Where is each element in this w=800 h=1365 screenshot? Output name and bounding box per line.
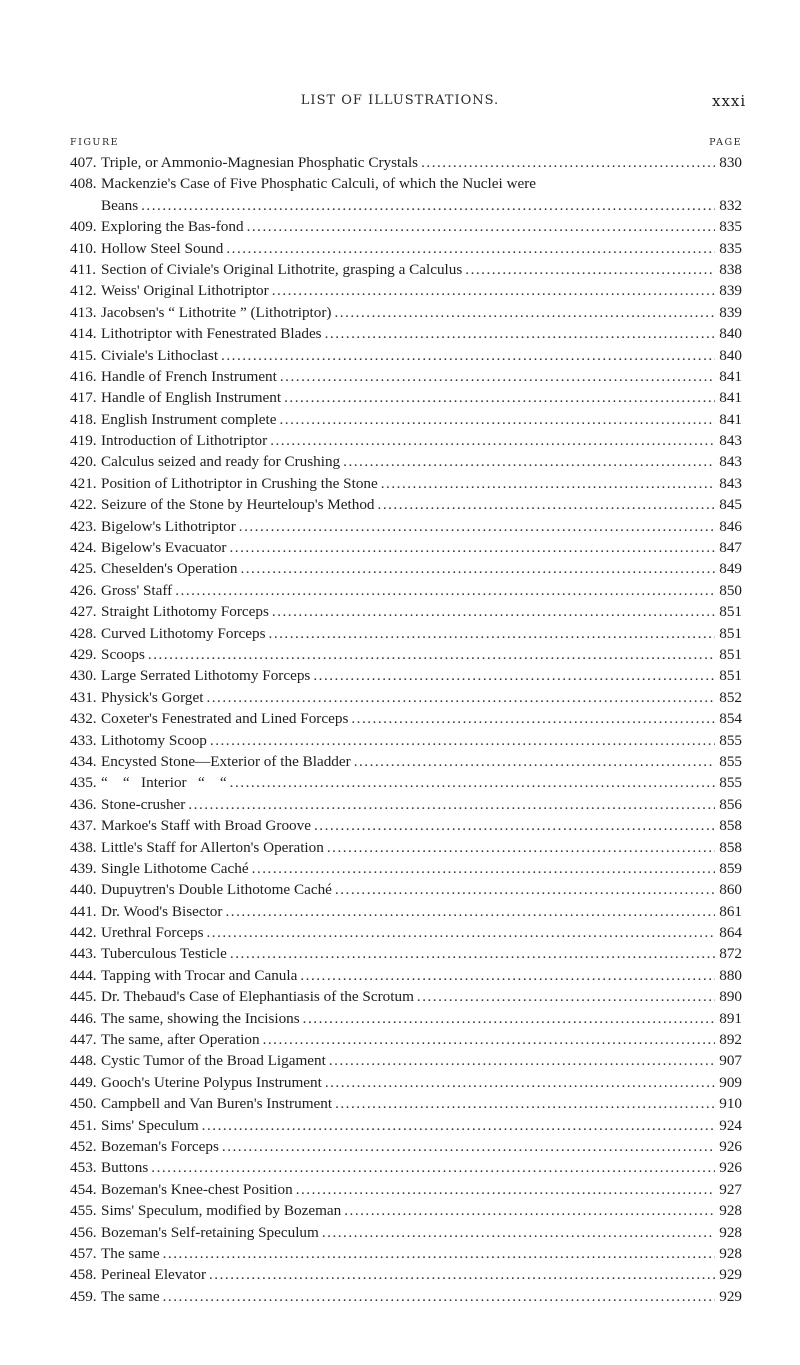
figure-number: 416.	[70, 367, 97, 385]
dot-leader	[344, 1200, 715, 1221]
page-reference: 851	[719, 603, 742, 621]
page-reference: 839	[719, 282, 742, 300]
list-item	[70, 302, 742, 323]
page-reference: 909	[719, 1073, 742, 1091]
figure-number: 414.	[70, 325, 97, 343]
dot-leader	[141, 195, 715, 216]
dot-leader	[225, 901, 715, 922]
figure-title: Scoops	[101, 645, 145, 663]
page-reference: 830	[719, 154, 742, 171]
figure-title: Mackenzie's Case of Five Phosphatic Calculi, of which the Nuclei were	[101, 175, 537, 193]
figure-title: Handle of English Instrument	[101, 389, 282, 407]
list-item	[70, 858, 742, 879]
page-reference: 841	[719, 410, 742, 428]
page-reference: 927	[719, 1180, 742, 1198]
list-item	[70, 751, 742, 772]
dot-leader	[280, 366, 715, 387]
figure-title: Bigelow's Evacuator	[101, 539, 227, 557]
page-reference: 929	[719, 1287, 742, 1305]
figure-title: Handle of French Instrument	[101, 367, 277, 385]
figure-title: Bigelow's Lithotriptor	[101, 517, 236, 535]
dot-leader	[270, 430, 715, 451]
list-item	[70, 687, 742, 708]
figure-number: 424.	[70, 539, 97, 557]
running-title: LIST OF ILLUSTRATIONS.	[300, 93, 500, 108]
list-item	[70, 1136, 742, 1157]
dot-leader	[148, 644, 715, 665]
figure-title: Encysted Stone—Exterior of the Bladder	[101, 752, 351, 770]
page-reference: 859	[719, 859, 742, 877]
list-item	[70, 965, 742, 986]
dot-leader	[209, 1264, 715, 1285]
page-reference: 861	[719, 902, 742, 920]
dot-leader	[272, 280, 715, 301]
list-item	[70, 794, 742, 815]
dot-leader	[378, 494, 715, 515]
dot-leader	[322, 1222, 715, 1243]
figure-number: 436.	[70, 795, 97, 813]
figure-title: Bozeman's Self-retaining Speculum	[101, 1223, 319, 1241]
figure-number: 435.	[70, 774, 97, 792]
page-reference: 832	[719, 196, 742, 214]
figure-number: 457.	[70, 1244, 97, 1262]
list-item	[70, 345, 742, 366]
list-item	[70, 1179, 742, 1200]
dot-leader	[325, 323, 715, 344]
figure-column-header: FIGURE	[70, 137, 120, 148]
dot-leader	[421, 152, 715, 173]
page-reference: 890	[719, 988, 742, 1006]
dot-leader	[226, 238, 715, 259]
figure-number: 449.	[70, 1073, 97, 1091]
list-item	[70, 901, 742, 922]
figure-title: Markoe's Staff with Broad Groove	[101, 817, 311, 835]
figure-number: 419.	[70, 432, 97, 450]
figure-number: 408.	[70, 175, 97, 193]
figure-title: The same, after Operation	[101, 1031, 260, 1049]
figure-number: 432.	[70, 710, 97, 728]
figure-number: 459.	[70, 1287, 97, 1305]
figure-title: Calculus seized and ready for Crushing	[101, 453, 341, 471]
page-reference: 928	[719, 1244, 742, 1262]
list-item	[70, 1222, 742, 1243]
page-reference: 928	[719, 1223, 742, 1241]
figure-title: Campbell and Van Buren's Instrument	[101, 1095, 333, 1113]
page-reference: 864	[719, 924, 742, 942]
figure-number: 428.	[70, 624, 97, 642]
figure-number: 417.	[70, 389, 97, 407]
dot-leader	[151, 1157, 715, 1178]
dot-leader	[329, 1050, 715, 1071]
figure-title: “ “ Interior “ “	[101, 774, 227, 792]
list-item	[70, 1200, 742, 1221]
list-item	[70, 1029, 742, 1050]
figure-number: 411.	[70, 260, 97, 278]
list-item	[70, 451, 742, 472]
page-number: xxxi	[712, 92, 747, 110]
figure-number: 413.	[70, 303, 97, 321]
figure-number: 452.	[70, 1137, 97, 1155]
page-reference: 846	[719, 517, 742, 535]
figure-number: 427.	[70, 603, 97, 621]
page-reference: 858	[719, 817, 742, 835]
page-reference: 926	[719, 1159, 742, 1177]
page-reference: 872	[719, 945, 742, 963]
figure-title: Lithotriptor with Fenestrated Blades	[101, 325, 322, 343]
figure-number: 430.	[70, 667, 97, 685]
page-reference: 845	[719, 496, 742, 514]
list-item	[70, 837, 742, 858]
list-item	[70, 323, 742, 344]
page-reference: 855	[719, 752, 742, 770]
page-reference: 843	[719, 474, 742, 492]
figure-title: Seizure of the Stone by Heurteloup's Method	[101, 496, 375, 514]
figure-number: 444.	[70, 966, 97, 984]
page-reference: 855	[719, 731, 742, 749]
figure-title: Physick's Gorget	[101, 688, 204, 706]
page-reference: 841	[719, 367, 742, 385]
dot-leader	[252, 858, 715, 879]
list-item	[70, 430, 742, 451]
list-item	[70, 943, 742, 964]
dot-leader	[239, 516, 715, 537]
dot-leader	[188, 794, 715, 815]
dot-leader	[206, 922, 715, 943]
dot-leader	[163, 1286, 715, 1307]
list-item	[70, 494, 742, 515]
list-item	[70, 644, 742, 665]
list-item	[70, 259, 742, 280]
page-reference: 851	[719, 667, 742, 685]
page-reference: 924	[719, 1116, 742, 1134]
list-item-continuation	[70, 195, 742, 216]
list-item	[70, 772, 742, 793]
figure-number: 440.	[70, 881, 97, 899]
figure-title: Section of Civiale's Original Lithotrite, grasping a Calculus	[101, 260, 463, 278]
figure-title: Introduction of Lithotriptor	[101, 432, 268, 450]
list-item	[70, 1157, 742, 1178]
figure-number: 431.	[70, 688, 97, 706]
dot-leader	[335, 879, 715, 900]
page-reference: 929	[719, 1266, 742, 1284]
page-reference: 852	[719, 688, 742, 706]
figure-number: 451.	[70, 1116, 97, 1134]
dot-leader	[230, 943, 715, 964]
figure-title: Bozeman's Knee-chest Position	[101, 1180, 293, 1198]
figure-number: 438.	[70, 838, 97, 856]
figure-number: 458.	[70, 1266, 97, 1284]
figure-number: 429.	[70, 645, 97, 663]
page-reference: 892	[719, 1031, 742, 1049]
figure-title: Sims' Speculum, modified by Bozeman	[101, 1202, 342, 1220]
dot-leader	[343, 451, 715, 472]
dot-leader	[210, 730, 715, 751]
figure-number: 422.	[70, 496, 97, 514]
figure-number: 445.	[70, 988, 97, 1006]
figure-title: The same	[101, 1244, 160, 1262]
page-reference: 847	[719, 539, 742, 557]
list-item	[70, 1115, 742, 1136]
page-reference: 841	[719, 389, 742, 407]
figure-title: Little's Staff for Allerton's Operation	[101, 838, 324, 856]
dot-leader	[325, 1072, 715, 1093]
figure-number: 434.	[70, 752, 97, 770]
page-reference: 860	[719, 881, 742, 899]
figure-number: 415.	[70, 346, 97, 364]
figure-number: 441.	[70, 902, 97, 920]
figure-title: Position of Lithotriptor in Crushing the Stone	[101, 474, 378, 492]
dot-leader	[381, 473, 715, 494]
list-item	[70, 516, 742, 537]
figure-title: Triple, or Ammonio-Magnesian Phosphatic Crystals	[101, 154, 419, 171]
list-item	[70, 708, 742, 729]
list-item	[70, 1264, 742, 1285]
figure-title: Large Serrated Lithotomy Forceps	[101, 667, 311, 685]
dot-leader	[351, 708, 715, 729]
page-reference: 880	[719, 966, 742, 984]
dot-leader	[417, 986, 715, 1007]
dot-leader	[272, 601, 715, 622]
dot-leader	[222, 1136, 715, 1157]
dot-leader	[175, 580, 715, 601]
list-item	[70, 1072, 742, 1093]
figure-number: 433.	[70, 731, 97, 749]
figure-title: The same	[101, 1287, 160, 1305]
page-reference: 891	[719, 1009, 742, 1027]
page-reference: 840	[719, 325, 742, 343]
figure-title: The same, showing the Incisions	[101, 1009, 300, 1027]
figure-title: Jacobsen's “ Lithotrite ” (Lithotriptor)	[101, 303, 332, 321]
list-item	[70, 1286, 742, 1307]
page-reference: 851	[719, 645, 742, 663]
dot-leader	[269, 623, 715, 644]
figure-title: Dr. Wood's Bisector	[101, 902, 223, 920]
page-reference: 835	[719, 218, 742, 236]
figure-number: 420.	[70, 453, 97, 471]
list-item	[70, 280, 742, 301]
dot-leader	[296, 1179, 715, 1200]
figure-number: 446.	[70, 1009, 97, 1027]
list-item	[70, 986, 742, 1007]
page-reference: 855	[719, 774, 742, 792]
figure-number: 409.	[70, 218, 97, 236]
list-item	[70, 537, 742, 558]
figure-number: 455.	[70, 1202, 97, 1220]
list-item	[70, 238, 742, 259]
list-item	[70, 1243, 742, 1264]
figure-title: Urethral Forceps	[101, 924, 204, 942]
dot-leader	[465, 259, 715, 280]
list-item	[70, 558, 742, 579]
figure-number: 437.	[70, 817, 97, 835]
figure-title: Tapping with Trocar and Canula	[101, 966, 298, 984]
page-reference: 850	[719, 581, 742, 599]
figure-number: 423.	[70, 517, 97, 535]
list-item	[70, 409, 742, 430]
column-headers	[70, 137, 742, 148]
figure-number: 450.	[70, 1095, 97, 1113]
page-reference: 858	[719, 838, 742, 856]
dot-leader	[313, 665, 715, 686]
figure-title: Gross' Staff	[101, 581, 173, 599]
dot-leader	[335, 1093, 715, 1114]
page-reference: 839	[719, 303, 742, 321]
list-item	[70, 730, 742, 751]
illustration-list	[70, 152, 742, 1307]
figure-number: 448.	[70, 1052, 97, 1070]
figure-title: Exploring the Bas-fond	[101, 218, 244, 236]
page-reference: 928	[719, 1202, 742, 1220]
page-reference: 907	[719, 1052, 742, 1070]
dot-leader	[230, 772, 715, 793]
figure-title: Tuberculous Testicle	[101, 945, 227, 963]
dot-leader	[163, 1243, 715, 1264]
figure-title: English Instrument complete	[101, 410, 277, 428]
page-reference: 838	[719, 260, 742, 278]
figure-title: Hollow Steel Sound	[101, 239, 224, 257]
figure-title: Cystic Tumor of the Broad Ligament	[101, 1052, 326, 1070]
list-item	[70, 387, 742, 408]
list-item	[70, 623, 742, 644]
figure-title: Straight Lithotomy Forceps	[101, 603, 269, 621]
page-reference: 910	[719, 1095, 742, 1113]
figure-number: 442.	[70, 924, 97, 942]
list-item	[70, 152, 742, 173]
figure-title: Perineal Elevator	[101, 1266, 206, 1284]
list-item	[70, 216, 742, 237]
figure-number: 407.	[70, 154, 97, 171]
list-item	[70, 580, 742, 601]
dot-leader	[229, 537, 715, 558]
list-item	[70, 815, 742, 836]
dot-leader	[279, 409, 715, 430]
list-item	[70, 173, 742, 194]
figure-title: Lithotomy Scoop	[101, 731, 207, 749]
figure-number: 425.	[70, 560, 97, 578]
dot-leader	[300, 965, 715, 986]
figure-number: 454.	[70, 1180, 97, 1198]
dot-leader	[240, 558, 715, 579]
page-reference: 926	[719, 1137, 742, 1155]
list-item	[70, 879, 742, 900]
figure-number: 453.	[70, 1159, 97, 1177]
dot-leader	[221, 345, 715, 366]
figure-number: 447.	[70, 1031, 97, 1049]
figure-title: Coxeter's Fenestrated and Lined Forceps	[101, 710, 349, 728]
figure-title: Gooch's Uterine Polypus Instrument	[101, 1073, 322, 1091]
dot-leader	[206, 687, 715, 708]
page-column-header: PAGE	[709, 137, 742, 148]
dot-leader	[334, 302, 715, 323]
list-item	[70, 473, 742, 494]
list-item	[70, 665, 742, 686]
figure-number: 418.	[70, 410, 97, 428]
figure-title: Weiss' Original Lithotriptor	[101, 282, 269, 300]
list-item	[70, 1008, 742, 1029]
dot-leader	[354, 751, 715, 772]
figure-title: Civiale's Lithoclast	[101, 346, 219, 364]
dot-leader	[314, 815, 715, 836]
figure-number: 443.	[70, 945, 97, 963]
figure-title: Curved Lithotomy Forceps	[101, 624, 266, 642]
page-reference: 854	[719, 710, 742, 728]
figure-title: Dupuytren's Double Lithotome Caché	[101, 881, 332, 899]
list-item	[70, 601, 742, 622]
list-item	[70, 366, 742, 387]
dot-leader	[327, 837, 715, 858]
figure-number: 421.	[70, 474, 97, 492]
figure-title: Buttons	[101, 1159, 149, 1177]
figure-title: Cheselden's Operation	[101, 560, 238, 578]
dot-leader	[284, 387, 715, 408]
page-reference: 835	[719, 239, 742, 257]
dot-leader	[303, 1008, 715, 1029]
list-item	[70, 1093, 742, 1114]
page-reference: 843	[719, 453, 742, 471]
page-reference: 849	[719, 560, 742, 578]
figure-number: 412.	[70, 282, 97, 300]
dot-leader	[263, 1029, 715, 1050]
list-item	[70, 922, 742, 943]
figure-number: 456.	[70, 1223, 97, 1241]
figure-title: Bozeman's Forceps	[101, 1137, 219, 1155]
figure-number: 426.	[70, 581, 97, 599]
figure-title: Sims' Speculum	[101, 1116, 199, 1134]
figure-number: 410.	[70, 239, 97, 257]
figure-title: Stone-crusher	[101, 795, 186, 813]
figure-title-continuation: Beans	[101, 196, 139, 214]
page-reference: 840	[719, 346, 742, 364]
page-reference: 856	[719, 795, 742, 813]
figure-number: 439.	[70, 859, 97, 877]
figure-title: Dr. Thebaud's Case of Elephantiasis of the Scrotum	[101, 988, 414, 1006]
dot-leader	[202, 1115, 715, 1136]
page-reference: 843	[719, 432, 742, 450]
page-reference: 851	[719, 624, 742, 642]
list-item	[70, 1050, 742, 1071]
figure-title: Single Lithotome Caché	[101, 859, 249, 877]
dot-leader	[247, 216, 715, 237]
